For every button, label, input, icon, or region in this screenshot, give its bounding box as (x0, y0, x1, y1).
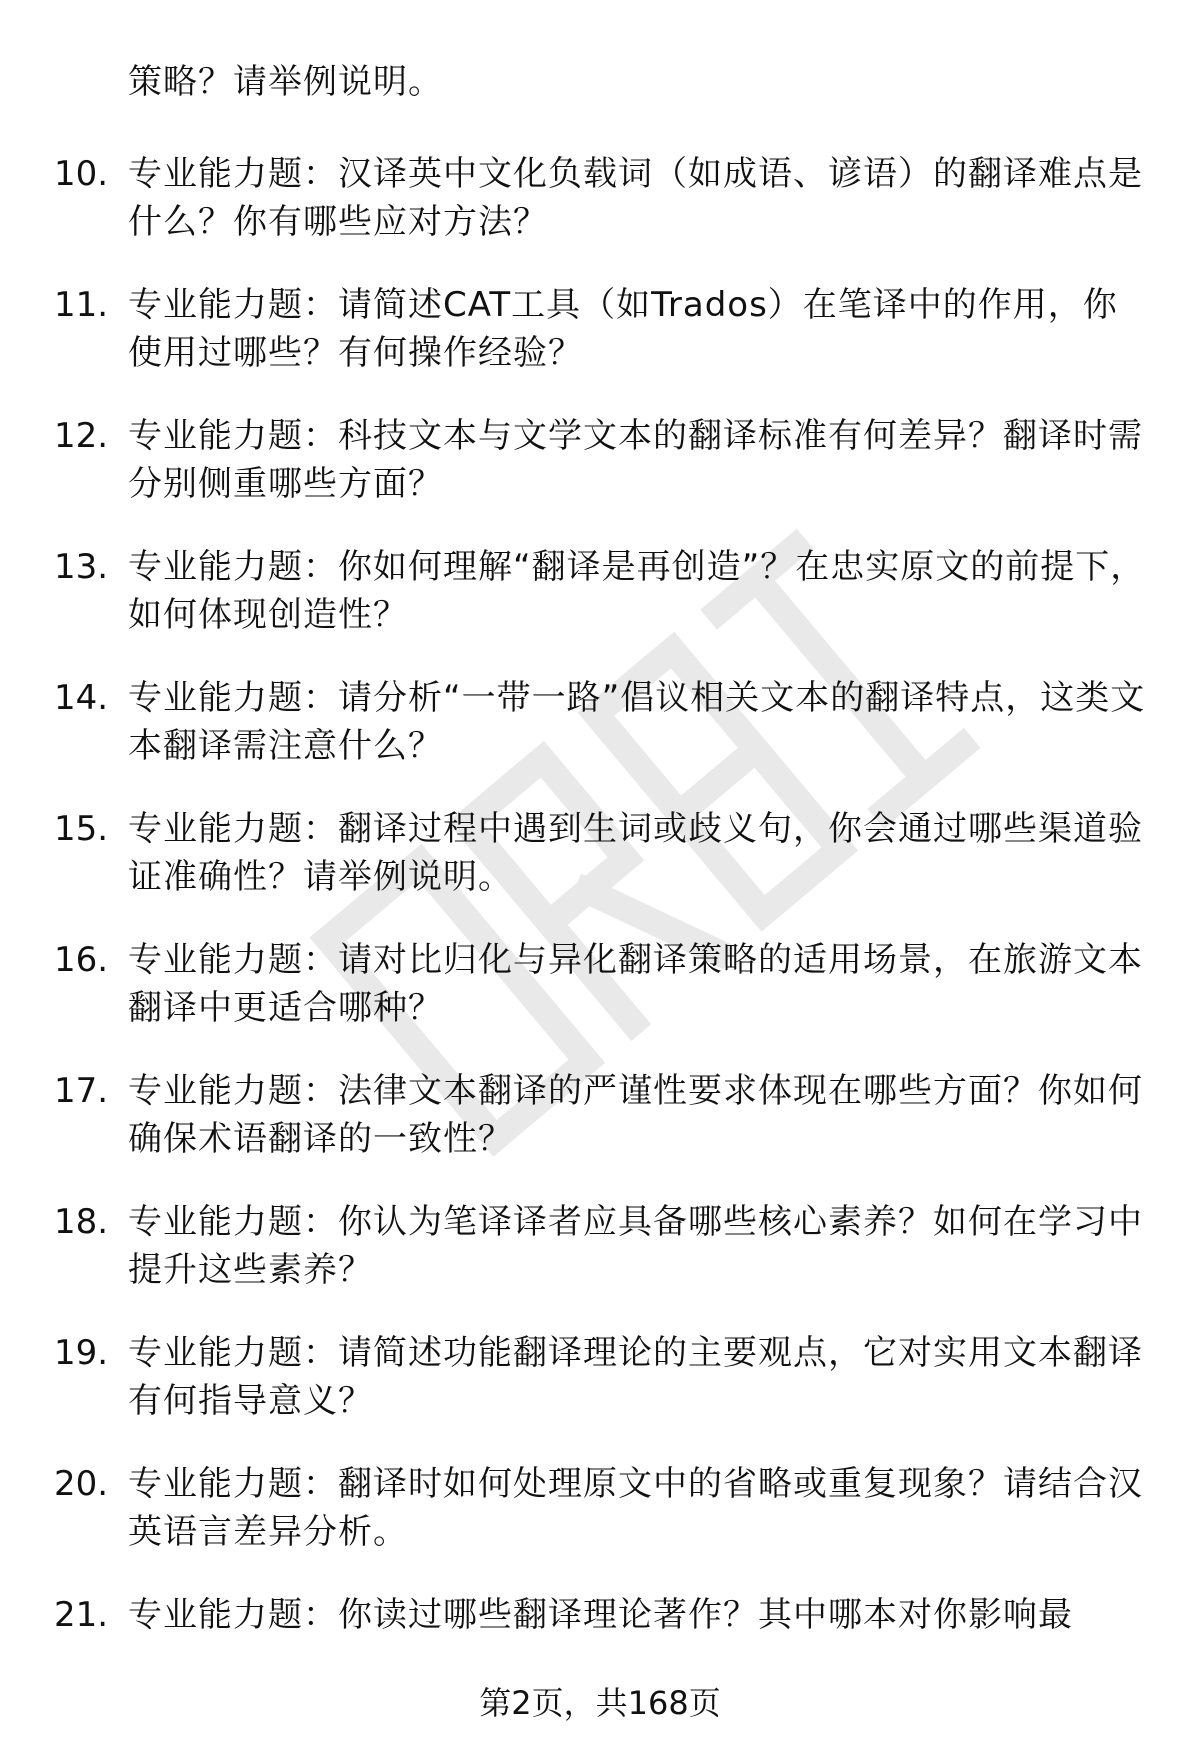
question-text: 专业能力题：科技文本与文学文本的翻译标准有何差异？翻译时需分别侧重哪些方面？ (128, 416, 1143, 504)
question-item (0, 412, 1200, 543)
question-item (0, 1067, 1200, 1198)
question-text: 专业能力题：你如何理解“翻译是再创造”？在忠实原文的前提下，如何体现创造性？ (128, 547, 1146, 635)
question-text: 专业能力题：翻译过程中遇到生词或歧义句，你会通过哪些渠道验证准确性？请举例说明。 (128, 809, 1143, 897)
question-number: 19. (54, 1333, 109, 1373)
question-text: 专业能力题：汉译英中文化负载词（如成语、谚语）的翻译难点是什么？你有哪些应对方法？ (128, 154, 1143, 242)
question-list (0, 150, 1200, 1722)
question-item (0, 674, 1200, 805)
question-text: 专业能力题：请对比归化与异化翻译策略的适用场景，在旅游文本翻译中更适合哪种？ (128, 940, 1143, 1028)
question-number: 15. (54, 809, 109, 849)
question-number: 18. (54, 1202, 109, 1242)
question-number: 10. (54, 154, 109, 194)
question-item (0, 805, 1200, 936)
question-text: 专业能力题：你读过哪些翻译理论著作？其中哪本对你影响最 (128, 1595, 1073, 1635)
question-item (0, 281, 1200, 412)
question-item (0, 1198, 1200, 1329)
question-number: 21. (54, 1595, 109, 1635)
question-number: 13. (54, 547, 109, 587)
question-text: 专业能力题：法律文本翻译的严谨性要求体现在哪些方面？你如何确保术语翻译的一致性？ (128, 1071, 1143, 1159)
question-number: 14. (54, 678, 109, 718)
question-number: 12. (54, 416, 109, 456)
question-text: 专业能力题：翻译时如何处理原文中的省略或重复现象？请结合汉英语言差异分析。 (128, 1464, 1143, 1552)
question-number: 11. (54, 285, 109, 325)
continued-question-text: 策略？请举例说明。 (128, 62, 443, 102)
question-item (0, 150, 1200, 281)
question-item (0, 543, 1200, 674)
question-text: 专业能力题：请分析“一带一路”倡议相关文本的翻译特点，这类文本翻译需注意什么？ (128, 678, 1146, 766)
question-text: 专业能力题：你认为笔译译者应具备哪些核心素养？如何在学习中提升这些素养？ (128, 1202, 1143, 1290)
question-item (0, 936, 1200, 1067)
question-text: 专业能力题：请简述功能翻译理论的主要观点，它对实用文本翻译有何指导意义？ (128, 1333, 1143, 1421)
question-item (0, 1329, 1200, 1460)
question-number: 20. (54, 1464, 109, 1504)
question-item (0, 1460, 1200, 1591)
question-number: 17. (54, 1071, 109, 1111)
question-number: 16. (54, 940, 109, 980)
page-footer: 第2页，共168页 (479, 1684, 721, 1722)
question-text: 专业能力题：请简述CAT工具（如Trados）在笔译中的作用，你使用过哪些？有何操作经验？ (128, 285, 1118, 373)
